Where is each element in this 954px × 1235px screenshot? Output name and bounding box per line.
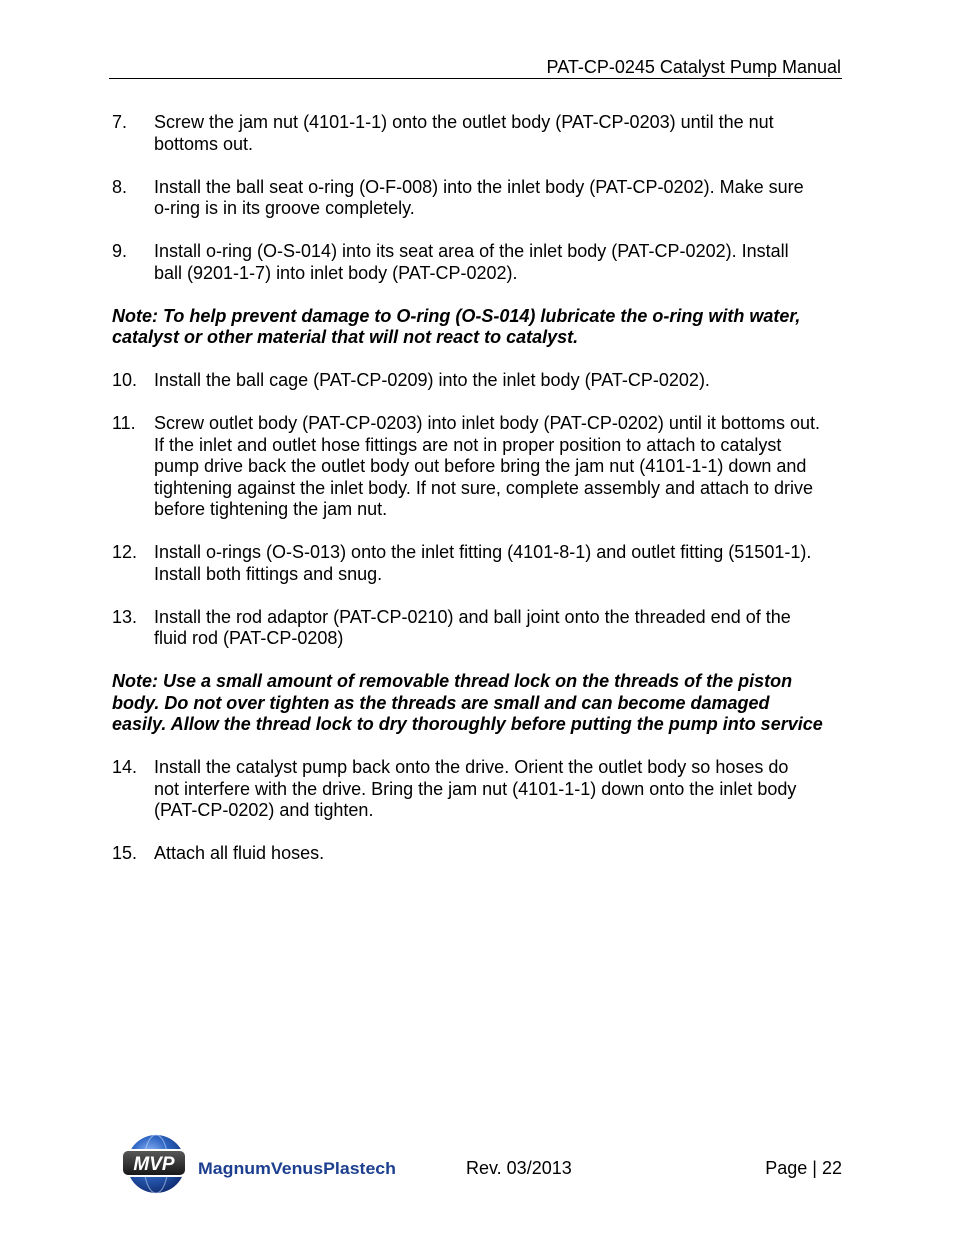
step-number: 11. xyxy=(112,413,136,433)
step-text: Install the rod adaptor (PAT-CP-0210) and ball joint onto the threaded end of the fluid rod (PAT-CP-0208) xyxy=(154,606,791,648)
step-number: 13. xyxy=(112,606,138,627)
step-15 xyxy=(112,843,862,865)
step-number: 9. xyxy=(112,241,128,261)
step-number: 15. xyxy=(112,843,138,863)
company-logo xyxy=(116,1133,406,1195)
step-text: Install o-rings (O-S-013) onto the inlet fitting (4101-8-1) and outlet fitting (51501-1). Install both fittings and snug. xyxy=(154,542,812,584)
step-text: Attach all fluid hoses. xyxy=(154,843,325,863)
step-text: Screw outlet body (PAT-CP-0203) into inlet body (PAT-CP-0202) until it bottoms out. If the inlet and outlet hose fittings are not in proper position to attach to catalyst pump drive back the outlet body out before bring the jam nut (4101-1-1) down and tightening against the inlet body. If not sure, complete assembly and attach to drive before tightening the jam nut. xyxy=(154,413,820,519)
step-text: Install o-ring (O-S-014) into its seat area of the inlet body (PAT-CP-0202). Install ball (9201-1-7) into inlet body (PAT-CP-0202). xyxy=(154,241,789,283)
step-7 xyxy=(112,112,862,155)
logo-wordmark: MagnumVenusPlastech xyxy=(198,1159,396,1178)
note-lubricate-o-ring: Note: To help prevent damage to O-ring (O-S-014) lubricate the o-ring with water, catalyst or other material that will not react to catalyst. xyxy=(112,305,801,347)
step-text: Install the ball cage (PAT-CP-0209) into the inlet body (PAT-CP-0202). xyxy=(154,370,710,390)
step-14 xyxy=(112,757,862,822)
header-divider xyxy=(109,78,842,79)
document-title: PAT-CP-0245 Catalyst Pump Manual xyxy=(546,57,841,77)
page-number: Page | 22 xyxy=(765,1158,842,1178)
step-number: 14. xyxy=(112,757,138,777)
step-10 xyxy=(112,370,862,392)
note-thread-lock: Note: Use a small amount of removable thread lock on the threads of the piston body. Do not over tighten as the threads are small and can become damaged easily. Allow the thread lock to dry thoroughly before putting the pump into service xyxy=(112,671,823,734)
page-content xyxy=(112,112,862,886)
step-number: 10. xyxy=(112,370,138,390)
step-number: 12. xyxy=(112,542,138,562)
step-number: 8. xyxy=(112,176,128,197)
revision-date: Rev. 03/2013 xyxy=(466,1158,572,1178)
step-11 xyxy=(112,413,862,521)
step-8 xyxy=(112,177,862,220)
step-13 xyxy=(112,607,862,650)
step-9 xyxy=(112,241,862,284)
step-text: Screw the jam nut (4101-1-1) onto the outlet body (PAT-CP-0203) until the nut bottoms out. xyxy=(154,112,774,154)
logo-mark: MVP xyxy=(133,1154,175,1175)
step-text: Install the ball seat o-ring (O-F-008) into the inlet body (PAT-CP-0202). Make sure o-ring is in its groove completely. xyxy=(154,176,804,218)
step-12 xyxy=(112,542,862,585)
step-text: Install the catalyst pump back onto the drive. Orient the outlet body so hoses do not interfere with the drive. Bring the jam nut (4101-1-1) down onto the inlet body (PAT-CP-0202) and tighten. xyxy=(154,757,797,820)
step-number: 7. xyxy=(112,112,128,132)
